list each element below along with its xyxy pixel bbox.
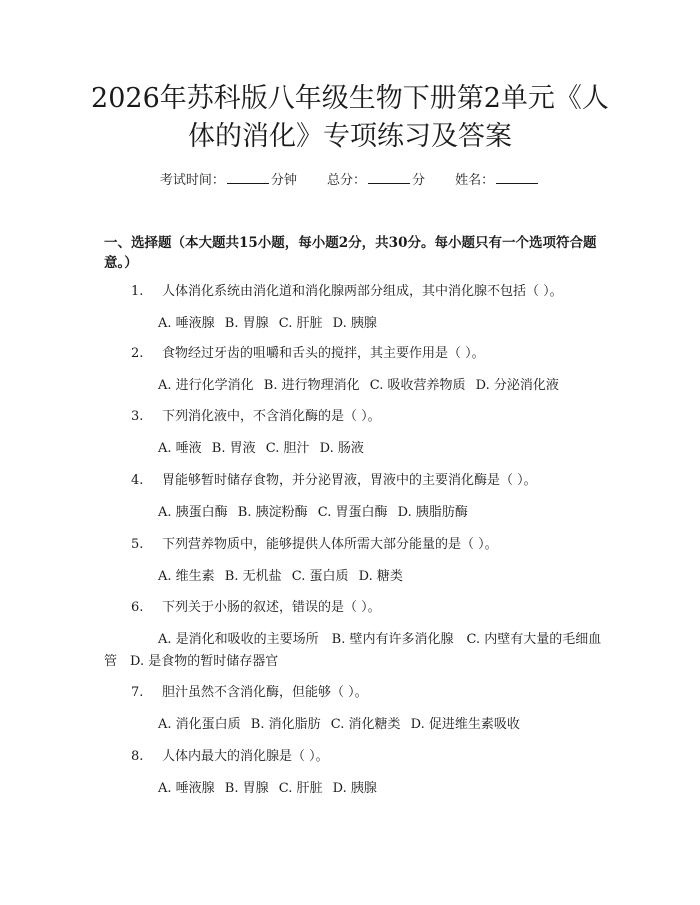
question-text: 下列关于小肠的叙述，错误的是（ ）。 — [162, 600, 381, 615]
question-4-options — [158, 502, 474, 524]
option-a: A. 消化蛋白质 — [158, 717, 241, 732]
option-a: A. 胰蛋白酶 — [158, 505, 228, 520]
question-text: 人体消化系统由消化道和消化腺两部分组成，其中消化腺不包括（ ）。 — [162, 284, 563, 299]
option-a: A. 唾液 — [158, 441, 202, 456]
option-b: B. 无机盐 — [224, 569, 282, 584]
option-c: C. 蛋白质 — [291, 569, 349, 584]
section-heading: 一、选择题（本大题共15小题，每小题2分，共30分。每小题只有一个选项符合题意。） — [104, 235, 597, 271]
question-number: 5. — [131, 537, 144, 552]
question-8-options — [158, 778, 383, 800]
time-blank — [227, 171, 269, 184]
score-unit: 分 — [412, 173, 426, 188]
question-5-options — [158, 566, 409, 588]
question-text: 胃能够暂时储存食物，并分泌胃液，胃液中的主要消化酶是（ ）。 — [162, 473, 537, 488]
score-blank — [368, 171, 410, 184]
exam-score — [327, 169, 425, 188]
option-d: D. 促进维生素吸收 — [410, 717, 520, 732]
option-b: B. 消化脂肪 — [250, 717, 321, 732]
option-d: D. 胰腺 — [332, 781, 377, 796]
option-d: D. 分泌消化液 — [475, 378, 559, 393]
option-a: A. 进行化学消化 — [158, 378, 254, 393]
question-1-options — [158, 313, 383, 335]
question-number: 7. — [131, 685, 144, 700]
question-number: 2. — [131, 346, 144, 361]
title-line-1: 2026年苏科版八年级生物下册第2单元《人 — [91, 83, 609, 114]
question-2-options — [158, 375, 565, 397]
score-label: 总分： — [326, 173, 366, 188]
question-text: 胆汁虽然不含消化酶，但能够（ ）。 — [162, 685, 368, 700]
option-c: C. 消化糖类 — [330, 717, 401, 732]
question-text: 下列营养物质中，能够提供人体所需大部分能量的是（ ）。 — [162, 537, 498, 552]
question-text: 食物经过牙齿的咀嚼和舌头的搅拌，其主要作用是（ ）。 — [162, 346, 485, 361]
option-d: D. 胰腺 — [332, 316, 377, 331]
option-c: C. 胃蛋白酶 — [317, 505, 388, 520]
option-d: D. 糖类 — [358, 569, 403, 584]
option-b: B. 胃腺 — [224, 316, 269, 331]
title-line-2: 体的消化》专项练习及答案 — [188, 121, 512, 152]
option-a: A. 维生素 — [158, 569, 215, 584]
option-a: A. 唾液腺 — [158, 781, 215, 796]
question-number: 6. — [131, 600, 144, 615]
option-d: D. 肠液 — [319, 441, 364, 456]
question-number: 3. — [131, 409, 144, 424]
document-title — [60, 80, 640, 156]
option-b: B. 进行物理消化 — [263, 378, 360, 393]
option-b: B. 胃腺 — [224, 781, 269, 796]
option-b: B. 胃液 — [211, 441, 256, 456]
question-text: 人体内最大的消化腺是（ ）。 — [162, 749, 329, 764]
option-c: C. 胆汁 — [265, 441, 310, 456]
question-7-options — [158, 714, 526, 736]
question-3-options — [158, 438, 370, 460]
option-a: A. 唾液腺 — [158, 316, 215, 331]
question-number: 4. — [131, 473, 144, 488]
time-unit: 分钟 — [270, 173, 297, 188]
name-label: 姓名： — [455, 173, 495, 188]
option-b: B. 胰淀粉酶 — [237, 505, 308, 520]
time-label: 考试时间： — [159, 173, 225, 188]
option-c: C. 吸收营养物质 — [369, 378, 466, 393]
option-d: D. 胰脂肪酶 — [397, 505, 468, 520]
question-number: 1. — [131, 284, 144, 299]
exam-name — [455, 169, 540, 188]
name-blank — [496, 171, 538, 184]
question-text: 下列消化液中，不含消化酶的是（ ）。 — [162, 409, 381, 424]
exam-info — [0, 169, 700, 188]
option-c: C. 肝脏 — [278, 316, 323, 331]
question-number: 8. — [131, 749, 144, 764]
question-6-options: A. 是消化和吸收的主要场所 B. 壁内有许多消化腺 C. 内壁有大量的毛细血管 D. 是食物的暂时储存器官 — [104, 632, 602, 669]
exam-time — [160, 169, 297, 188]
option-c: C. 肝脏 — [278, 781, 323, 796]
